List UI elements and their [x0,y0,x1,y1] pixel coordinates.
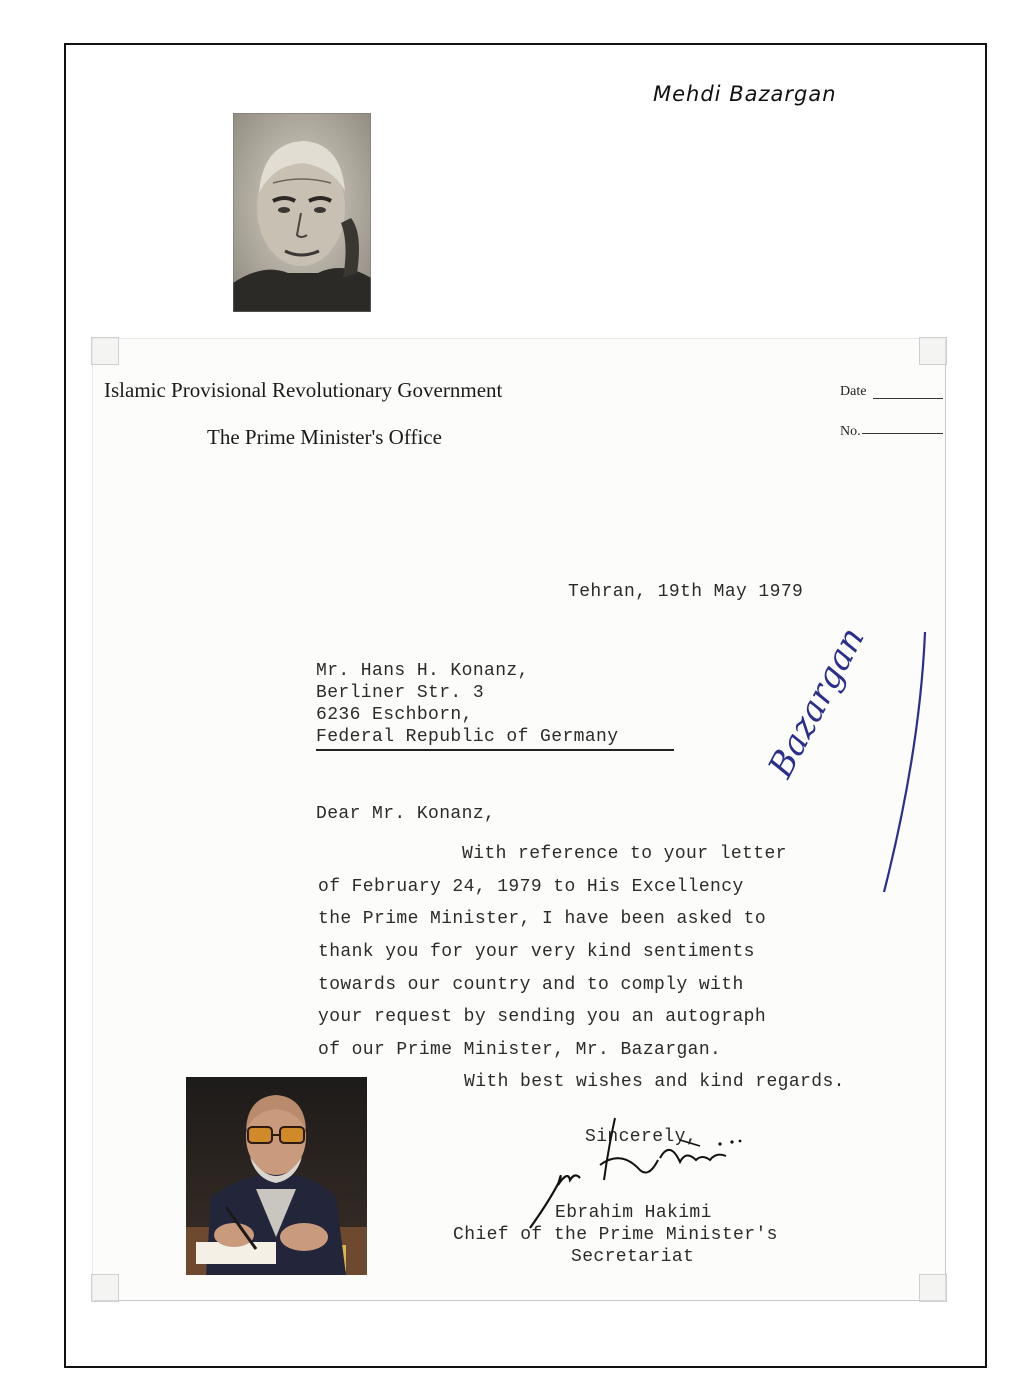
number-field-label: No. [840,424,861,439]
address-line: Berliner Str. 3 [316,683,485,703]
body-line: of February 24, 1979 to His Excellency [318,877,744,897]
photo-corner [91,337,119,365]
body-line: With reference to your letter [462,844,787,864]
bazargan-autograph [760,620,940,900]
album-caption: Mehdi Bazargan [653,82,837,106]
body-line: of our Prime Minister, Mr. Bazargan. [318,1040,722,1060]
letter-date: Tehran, 19th May 1979 [568,582,804,602]
salutation: Dear Mr. Konanz, [316,804,496,824]
address-line: 6236 Eschborn, [316,705,473,725]
secretary-signature [520,1110,780,1240]
closing: Sincerely, [585,1127,698,1147]
address-line: Mr. Hans H. Konanz, [316,661,529,681]
portrait-photo [233,113,371,312]
body-line: your request by sending you an autograph [318,1007,767,1027]
number-field-line [862,433,943,434]
letterhead-subtitle: The Prime Minister's Office [207,425,442,449]
signer-title: Secretariat [571,1247,695,1267]
body-line: thank you for your very kind sentiments [318,942,755,962]
signer-title: Chief of the Prime Minister's [453,1225,778,1245]
svg-text:Bazargan: Bazargan [760,620,873,785]
address-line: Federal Republic of Germany [316,727,619,747]
date-field-line [873,398,943,399]
date-field-label: Date [840,384,867,399]
photo-corner [919,337,947,365]
body-line: With best wishes and kind regards. [464,1072,845,1092]
photo-corner [919,1274,947,1302]
signer-name: Ebrahim Hakimi [555,1203,712,1223]
body-line: towards our country and to comply with [318,975,744,995]
body-line: the Prime Minister, I have been asked to [318,909,767,929]
photo-corner [91,1274,119,1302]
photo-signing [186,1077,367,1275]
address-underline [316,749,674,751]
letterhead-title: Islamic Provisional Revolutionary Government [104,378,503,402]
